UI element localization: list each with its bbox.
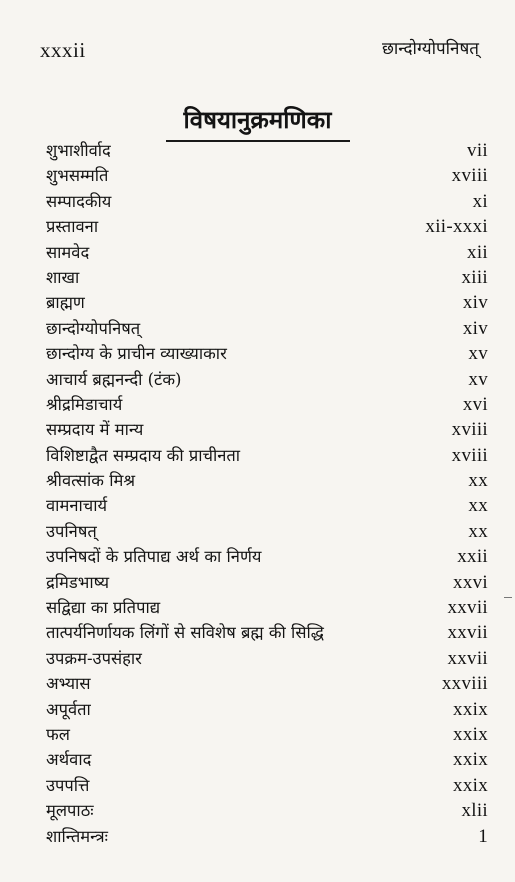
toc-entry	[46, 646, 488, 671]
toc-entry	[46, 443, 488, 468]
toc-entry	[46, 697, 488, 722]
toc-entry-page: 1	[478, 825, 488, 847]
toc-entry-page: xi	[472, 190, 488, 212]
toc-entry	[46, 798, 488, 823]
toc-entry	[46, 595, 488, 620]
page-header	[40, 36, 479, 66]
toc-entry-title: वामनाचार्य	[46, 496, 108, 516]
toc-entry-page: xii-xxxi	[425, 216, 488, 238]
toc-entry	[46, 214, 488, 239]
toc-entry	[46, 189, 488, 214]
toc-entry-title: फल	[46, 724, 70, 744]
toc-entry-page: xxvii	[447, 647, 488, 669]
toc-entry-title: विशिष्टाद्वैत सम्प्रदाय की प्राचीनता	[46, 445, 241, 465]
toc-entry	[46, 417, 488, 442]
toc-entry-page: xxvii	[447, 622, 488, 644]
toc-entry-page: xxix	[453, 698, 488, 720]
toc-entry-page: xxvii	[447, 597, 488, 619]
toc-entry	[46, 722, 488, 747]
toc-entry-title: सम्प्रदाय में मान्य	[46, 420, 144, 440]
toc-entry	[46, 265, 488, 290]
toc-entry-page: xviii	[451, 419, 488, 441]
toc-entry-title: अभ्यास	[46, 674, 91, 694]
toc-entry-title: उपक्रम-उपसंहार	[46, 648, 142, 668]
toc-entry-page: xviii	[451, 444, 488, 466]
toc-entry-page: xx	[468, 495, 488, 517]
page-number: xxxii	[40, 38, 86, 62]
toc-entry	[46, 747, 488, 772]
toc-entry-title: छान्दोग्य के प्राचीन व्याख्याकार	[46, 344, 227, 364]
toc-entry-page: xx	[468, 470, 488, 492]
toc-entry-title: अर्थवाद	[46, 750, 92, 770]
toc-entry-page: xviii	[451, 165, 488, 187]
toc-entry-title: छान्दोग्योपनिषत्	[46, 318, 141, 338]
toc-entry	[46, 367, 488, 392]
toc-entry	[46, 392, 488, 417]
toc-entry-title: श्रीवत्सांक मिश्र	[46, 471, 136, 491]
toc-entry-title: सद्विद्या का प्रतिपाद्य	[46, 598, 161, 618]
toc-entry	[46, 290, 488, 315]
toc-entry-title: शुभाशीर्वाद	[46, 141, 111, 160]
toc-entry	[46, 570, 488, 595]
toc-entry-page: xiv	[462, 292, 488, 314]
toc-entry	[46, 773, 488, 798]
toc-entry-page: xxix	[453, 749, 488, 771]
toc-entry	[46, 544, 488, 569]
toc-entry	[46, 138, 488, 163]
toc-entry-title: उपपत्ति	[46, 775, 90, 795]
toc-entry-page: xx	[468, 520, 488, 542]
toc-entry-title: सामवेद	[46, 242, 90, 262]
toc-entry	[46, 341, 488, 366]
toc-entry	[46, 671, 488, 696]
toc-entry-title: उपनिषदों के प्रतिपाद्य अर्थ का निर्णय	[46, 547, 262, 567]
margin-mark	[504, 597, 512, 598]
toc-entry-title: शान्तिमन्त्रः	[46, 826, 108, 846]
toc-entry	[46, 240, 488, 265]
toc-entry-page: xxix	[453, 723, 488, 745]
toc-heading-text: विषयानुक्रमणिका	[183, 105, 332, 134]
toc-entry	[46, 316, 488, 341]
toc-entry-page: xxvi	[453, 571, 488, 593]
toc-entry-page: xxviii	[441, 673, 488, 695]
toc-entry-title: प्रस्तावना	[46, 217, 99, 237]
toc-entry	[46, 163, 488, 188]
toc-entry-title: तात्पर्यनिर्णायक लिंगों से सविशेष ब्रह्म की सिद्धि	[46, 623, 324, 643]
running-title: छान्दोग्योपनिषत्	[381, 39, 479, 59]
toc-entry	[46, 493, 488, 518]
toc-entry-title: उपनिषत्	[46, 521, 97, 541]
toc-entry-title: ब्राह्मण	[46, 293, 85, 313]
toc-entry-page: vii	[467, 140, 488, 161]
toc-entry-page: xvi	[462, 393, 488, 415]
toc-entry-title: श्रीद्रमिडाचार्य	[46, 394, 123, 414]
toc-entry	[46, 468, 488, 493]
toc-entry-page: xv	[468, 343, 488, 365]
toc-entry-page: xii	[467, 241, 488, 263]
toc-entry	[46, 824, 488, 849]
toc-entry	[46, 519, 488, 544]
toc-entry-title: आचार्य ब्रह्मनन्दी (टंक)	[46, 369, 182, 389]
toc-entry-title: द्रमिडभाष्य	[46, 572, 110, 592]
toc-entry-title: शाखा	[46, 267, 80, 287]
toc-entry-title: सम्पादकीय	[46, 191, 112, 211]
toc-entry-title: अपूर्वता	[46, 699, 91, 719]
toc-entry-page: xiv	[462, 317, 488, 339]
toc-entry-page: xiii	[461, 266, 488, 288]
toc-entry-page: xxix	[453, 774, 488, 796]
toc-entry-page: xlii	[461, 800, 488, 822]
toc-entry	[46, 620, 488, 645]
toc-heading	[0, 103, 515, 142]
toc-entry-title: मूलपाठः	[46, 801, 94, 821]
table-of-contents	[46, 138, 488, 849]
toc-entry-page: xv	[468, 368, 488, 390]
toc-entry-title: शुभसम्मति	[46, 166, 109, 186]
toc-entry-page: xxii	[457, 546, 488, 568]
